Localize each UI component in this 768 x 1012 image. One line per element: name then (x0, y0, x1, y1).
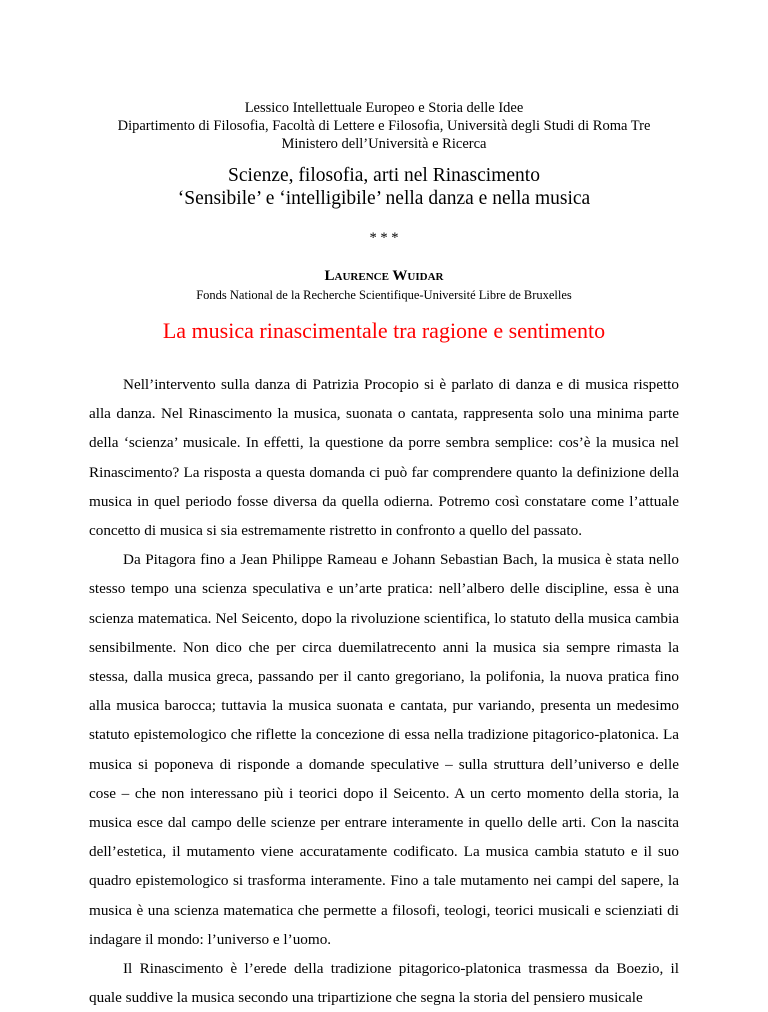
conference-subtitle: ‘Sensibile’ e ‘intelligibile’ nella danza e nella musica (177, 188, 591, 209)
author-name: Laurence Wuidar (324, 268, 444, 284)
paragraph: Da Pitagora fino a Jean Philippe Rameau e Johann Sebastian Bach, la musica è stata nello stesso tempo una scienza speculativa e un’arte pratica: nell’albero delle discipline, essa è una scienza matematica. Nel Seicento, dopo la rivoluzione scientifica, lo statuto della musica cambia sensibilmente. Non dico che per circa duemilatrecento anni la musica sia sempre rimasta la stessa, dalla musica greca, passando per il canto gregoriano, la polifonia, la nuova pratica fino alla musica barocca; tuttavia la musica suonata e cantata, pur variando, presenta un medesimo statuto epistemologico che riflette la concezione di essa nella tradizione pitagorico-platonica. La musica si poponeva di risponde a domande speculative – sulla struttura dell’universo e delle cose – che non interessano più i teorici dopo il Seicento. A un certo momento della storia, la musica esce dal campo delle scienze per entrare interamente in quello delle arti. Con la nascita dell’estetica, il mutamento viene accuratamente codificato. La musica cambia statuto e il suo quadro epistemologico si trasforma interamente. Fino a tale mutamento nei campi del sapere, la musica è una scienza matematica che permette a filosofi, teologi, teorici musicali e scienziati di indagare il mondo: l’universo e l’uomo. (89, 551, 679, 948)
paper-title: La musica rinascimentale tra ragione e sentimento (162, 318, 606, 343)
section-separator: * * * (369, 230, 399, 246)
institution-line: Lessico Intellettuale Europeo e Storia delle Idee (244, 100, 524, 116)
author-affiliation: Fonds National de la Recherche Scientifique-Université Libre de Bruxelles (196, 288, 572, 302)
paragraph: Nell’intervento sulla danza di Patrizia Procopio si è parlato di danza e di musica rispetto alla danza. Nel Rinascimento la musica, suonata o cantata, rappresenta solo una minima parte della ‘scienza’ musicale. In effetti, la questione da porre sembra semplice: cos’è la musica nel Rinascimento? La risposta a questa domanda ci può far comprendere quanto la definizione della musica in quel periodo fosse diversa da quella odierna. Potremo così constatare come l’attuale concetto di musica si sia estremamente ristretto in confronto a quello del passato. (89, 376, 679, 540)
department-line: Dipartimento di Filosofia, Facoltà di Lettere e Filosofia, Università degli Studi di Roma Tre (117, 118, 651, 134)
ministry-line: Ministero dell’Università e Ricerca (281, 136, 487, 152)
conference-title: Scienze, filosofia, arti nel Rinascimento (228, 165, 540, 186)
paragraph: Il Rinascimento è l’erede della tradizione pitagorico-platonica trasmessa da Boezio, il quale suddive la musica secondo una tripartizione che segna la storia del pensiero musicale (89, 960, 679, 1007)
body-text (89, 370, 679, 1012)
